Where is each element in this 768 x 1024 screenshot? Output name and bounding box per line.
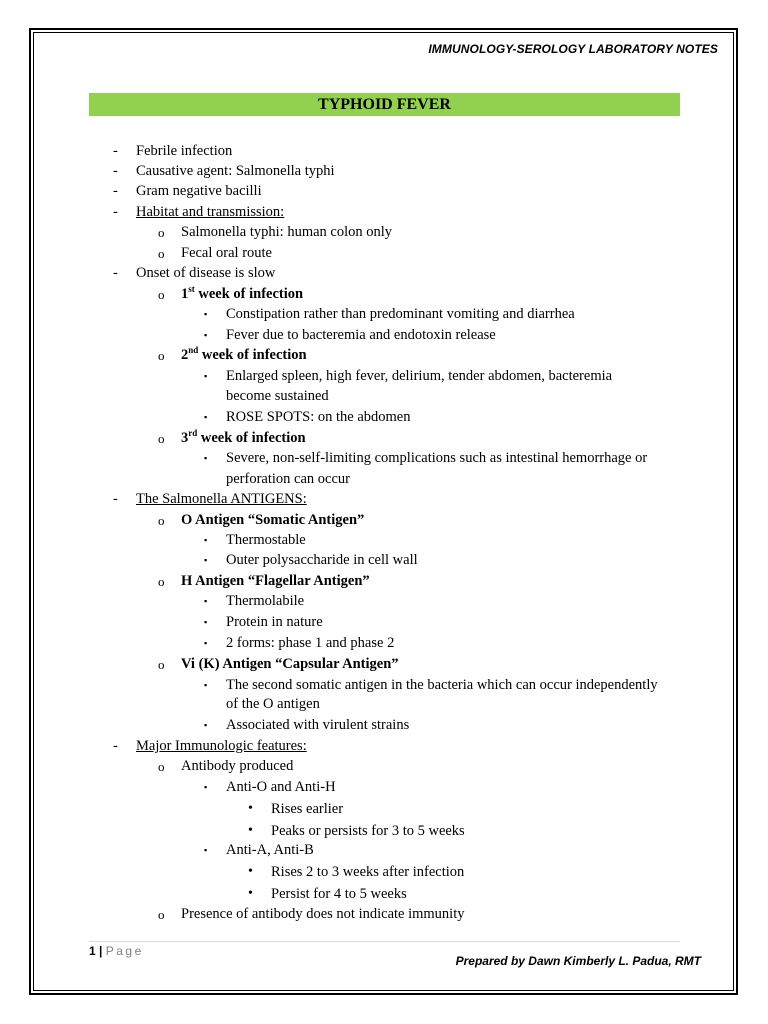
page-number: 1 | Page [89,944,144,958]
list-item: Gram negative bacilli [136,183,262,199]
dash-bullet: - [113,265,118,281]
document-title: TYPHOID FEVER [318,95,451,113]
dash-bullet: - [113,738,118,754]
section-heading: Major Immunologic features: [136,738,307,754]
square-bullet: ▪ [204,596,208,606]
dash-bullet: - [113,204,118,220]
square-bullet: ▪ [204,535,208,545]
square-bullet: ▪ [204,330,208,340]
list-item: Salmonella typhi: human colon only [181,224,393,240]
square-bullet: ▪ [204,782,208,792]
list-item: Onset of disease is slow [136,265,276,281]
list-item: Outer polysaccharide in cell wall [226,552,418,568]
square-bullet: ▪ [204,371,208,381]
footer-credit: Prepared by Dawn Kimberly L. Padua, RMT [455,954,701,968]
dot-bullet: • [248,864,253,879]
list-item: Constipation rather than predominant vomiting and diarrhea [226,306,575,322]
list-item: Thermolabile [226,593,305,609]
dot-bullet: • [248,823,253,838]
antigen-heading: Vi (K) Antigen “Capsular Antigen” [181,656,399,672]
circle-bullet: o [158,513,165,528]
header-title: IMMUNOLOGY-SEROLOGY LABORATORY NOTES [428,42,718,56]
square-bullet: ▪ [204,680,208,690]
list-item: Fever due to bacteremia and endotoxin release [226,327,496,343]
list-item: Antibody produced [181,758,294,774]
list-item: Rises 2 to 3 weeks after infection [271,864,465,880]
square-bullet: ▪ [204,555,208,565]
list-item: 2 forms: phase 1 and phase 2 [226,635,395,651]
list-item: Enlarged spleen, high fever, delirium, tender abdomen, bacteremia [226,368,613,384]
square-bullet: ▪ [204,309,208,319]
list-item-continuation: perforation can occur [226,471,350,487]
circle-bullet: o [158,287,165,302]
circle-bullet: o [158,225,165,240]
week-heading: 1st week of infection [181,284,304,302]
list-item: Febrile infection [136,143,233,159]
list-item: Severe, non-self-limiting complications such as intestinal hemorrhage or [226,450,648,466]
document-title-bar [89,93,680,116]
list-item: Protein in nature [226,614,323,630]
list-item: ROSE SPOTS: on the abdomen [226,409,411,425]
dot-bullet: • [248,801,253,816]
square-bullet: ▪ [204,453,208,463]
circle-bullet: o [158,657,165,672]
dot-bullet: • [248,886,253,901]
list-item-continuation: become sustained [226,388,329,404]
antigen-heading: O Antigen “Somatic Antigen” [181,512,365,528]
section-heading: The Salmonella ANTIGENS: [136,491,307,507]
dash-bullet: - [113,183,118,199]
list-item: Persist for 4 to 5 weeks [271,886,407,902]
list-item: Peaks or persists for 3 to 5 weeks [271,823,465,839]
square-bullet: ▪ [204,638,208,648]
list-item-continuation: of the O antigen [226,696,320,712]
circle-bullet: o [158,907,165,922]
antigen-heading: H Antigen “Flagellar Antigen” [181,573,370,589]
dash-bullet: - [113,143,118,159]
week-heading: 2nd week of infection [181,345,307,363]
circle-bullet: o [158,574,165,589]
square-bullet: ▪ [204,617,208,627]
circle-bullet: o [158,759,165,774]
week-heading: 3rd week of infection [181,428,306,446]
list-item: Presence of antibody does not indicate immunity [181,906,465,922]
list-item: Fecal oral route [181,245,272,261]
square-bullet: ▪ [204,720,208,730]
list-item: Anti-O and Anti-H [226,779,336,795]
circle-bullet: o [158,246,165,261]
circle-bullet: o [158,348,165,363]
square-bullet: ▪ [204,412,208,422]
list-item: Rises earlier [271,801,344,817]
dash-bullet: - [113,491,118,507]
footer-divider [89,941,680,942]
section-heading: Habitat and transmission: [136,204,285,220]
list-item: Associated with virulent strains [226,717,410,733]
circle-bullet: o [158,431,165,446]
square-bullet: ▪ [204,845,208,855]
list-item: Anti-A, Anti-B [226,842,314,858]
dash-bullet: - [113,163,118,179]
list-item: The second somatic antigen in the bacteria which can occur independently [226,677,658,693]
list-item: Thermostable [226,532,306,548]
list-item: Causative agent: Salmonella typhi [136,163,335,179]
